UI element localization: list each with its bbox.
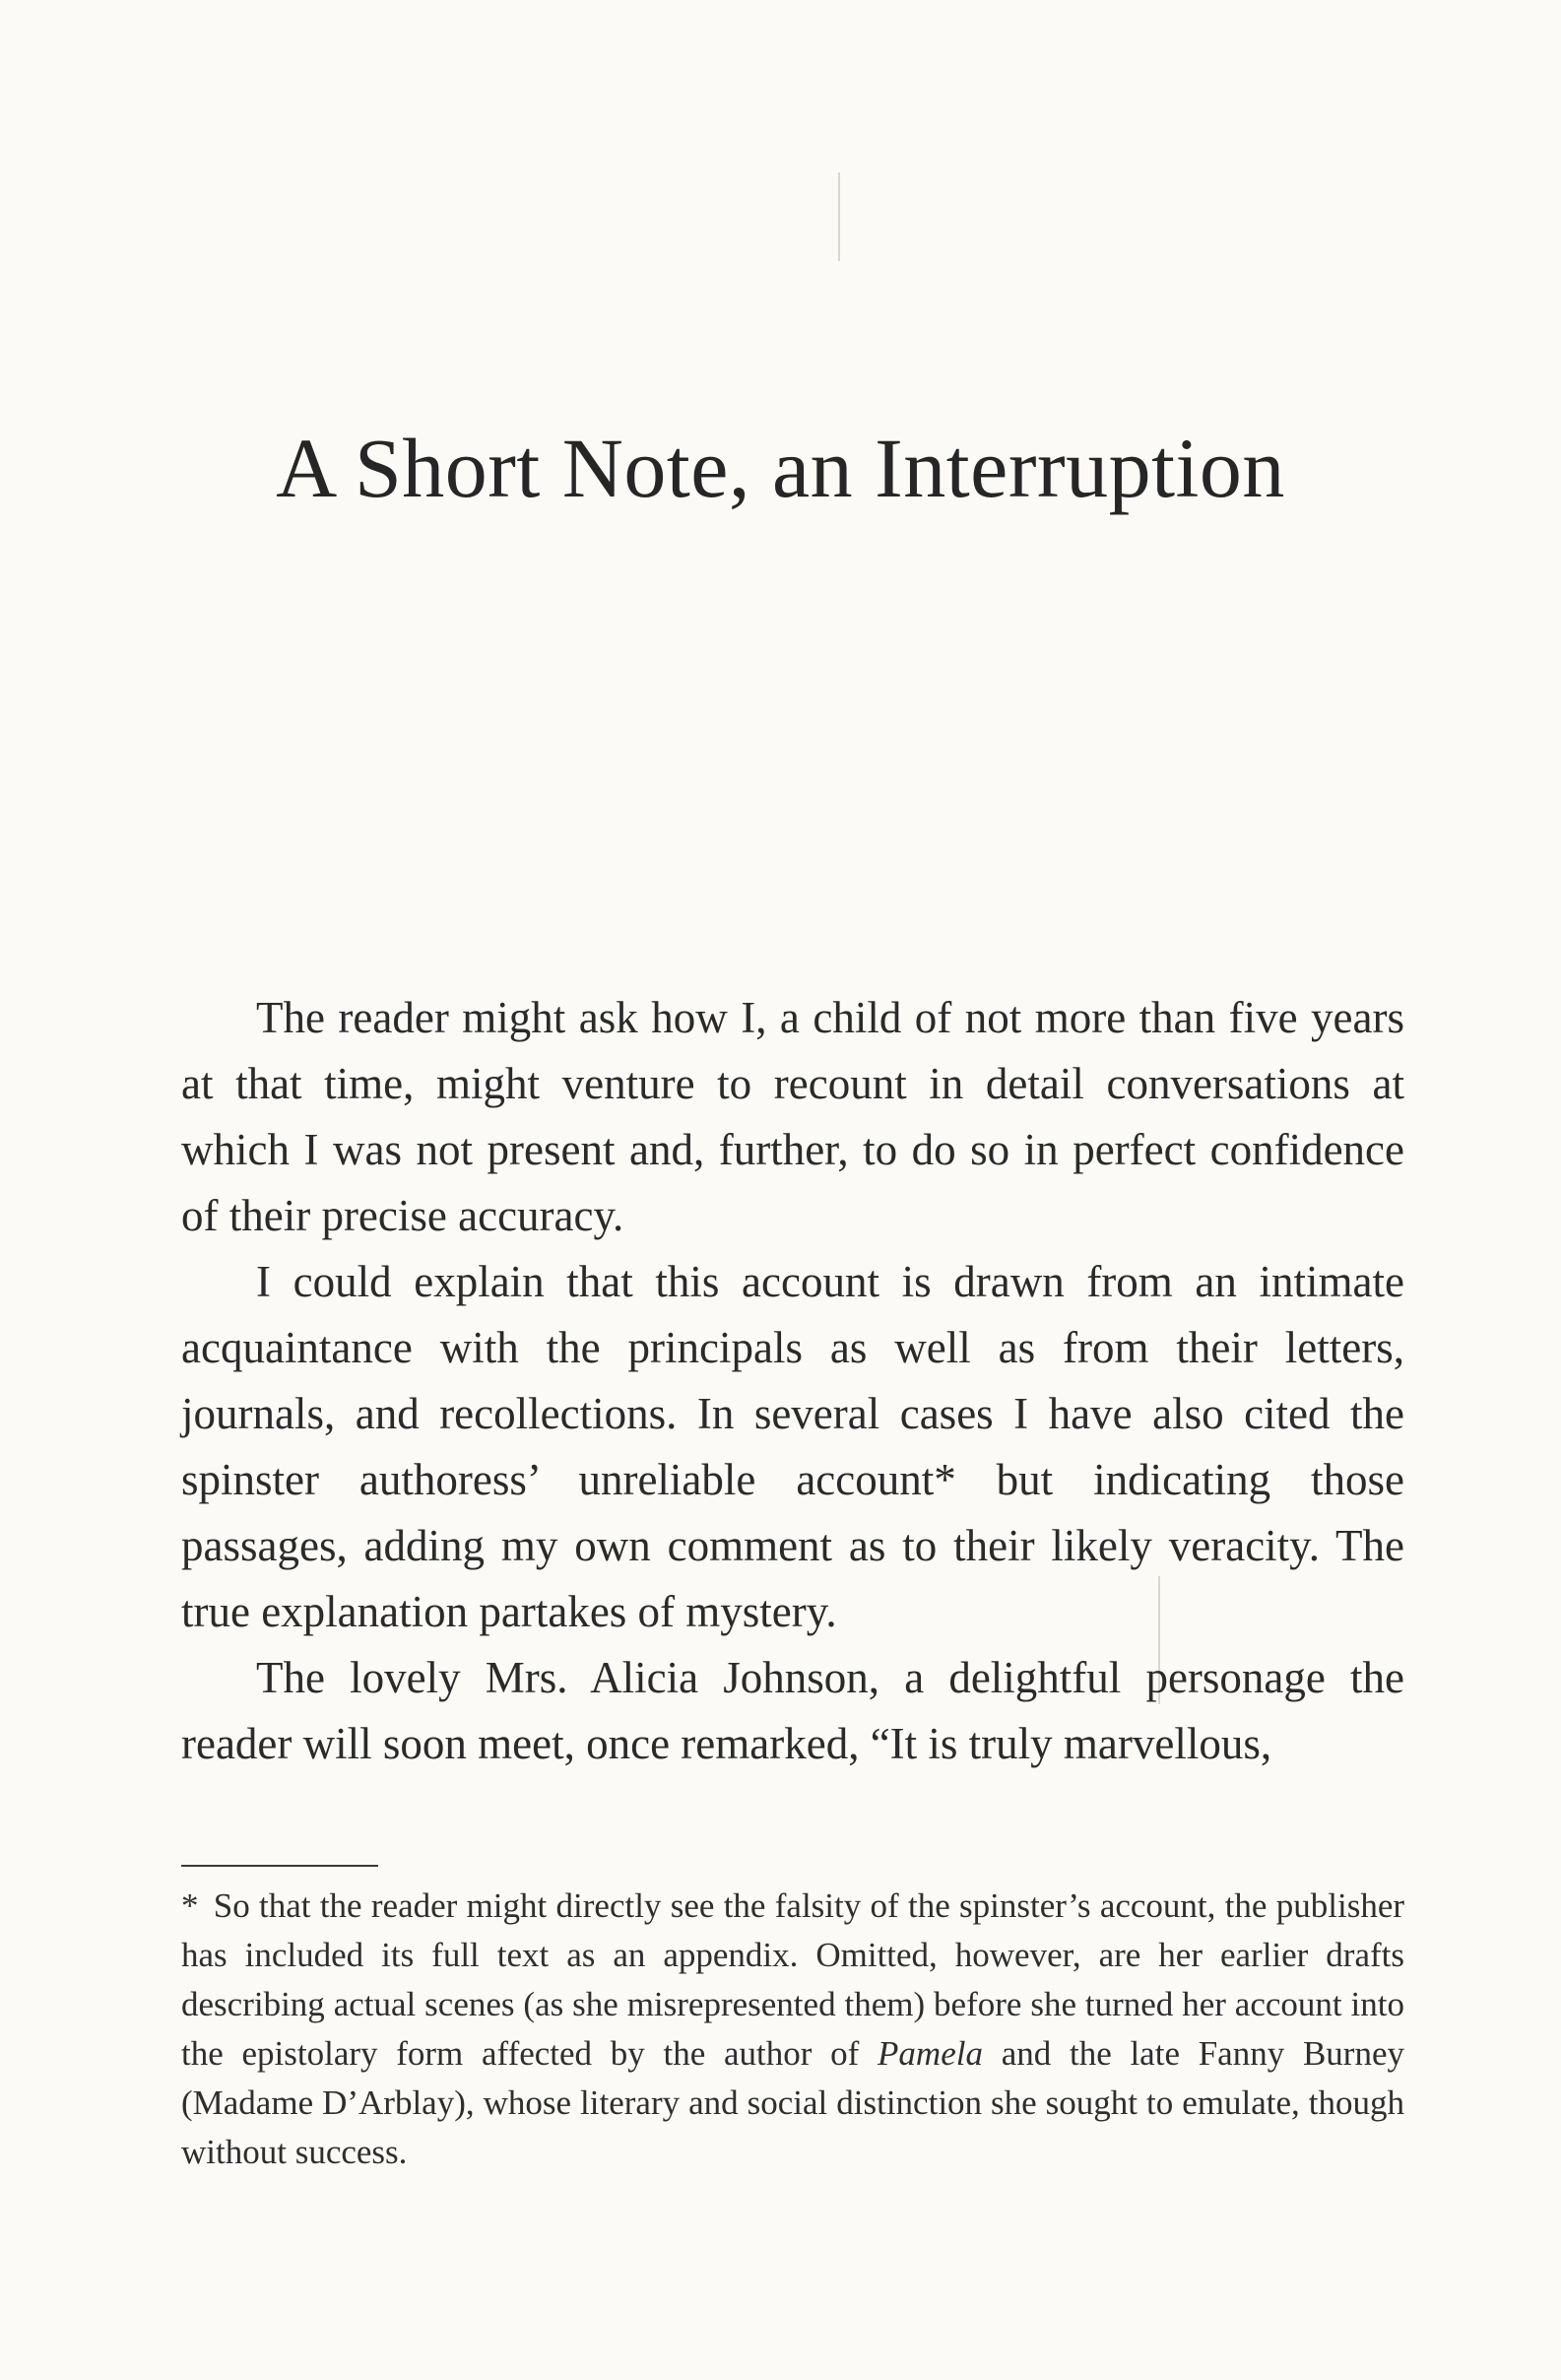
footnote-text-end: and the late Fanny Burney (Madame D’Arblay), whose literary and social distinction she sought to emulate, though without success.	[181, 2034, 1404, 2171]
scan-artifact-line	[838, 172, 840, 261]
paragraph-1: The reader might ask how I, a child of not more than five years at that time, might venture to recount in detail conversations at which I was not present and, further, to do so in perfect confidence of their precise accuracy.	[181, 993, 1404, 1240]
footnote	[181, 1882, 1404, 2177]
footnote-divider	[181, 1865, 378, 1867]
chapter-title: A Short Note, an Interruption	[276, 421, 1285, 515]
body-text	[181, 985, 1404, 1777]
footnote-text-start: So that the reader might directly see the falsity of the spinster’s account, the publisher has included its full text as an appendix. Omitted, however, are her earlier drafts describing actual scenes (as she misrepresented them) before she turned her account into the epistolary form affected by the author of	[181, 1886, 1405, 2073]
paragraph-3: The lovely Mrs. Alicia Johnson, a delightful personage the reader will soon meet, once remarked, “It is truly marvellous,	[181, 1653, 1404, 1768]
footnote-book-title: Pamela	[878, 2034, 983, 2073]
footnote-marker: *	[181, 1886, 199, 1925]
paragraph-2: I could explain that this account is drawn from an intimate acquaintance with the principals as well as from their letters, journals, and recollections. In several cases I have also cited the spinster authoress’ unreliable account* but indicating those passages, adding my own comment as to their likely veracity. The true explanation partakes of mystery.	[181, 1257, 1404, 1636]
